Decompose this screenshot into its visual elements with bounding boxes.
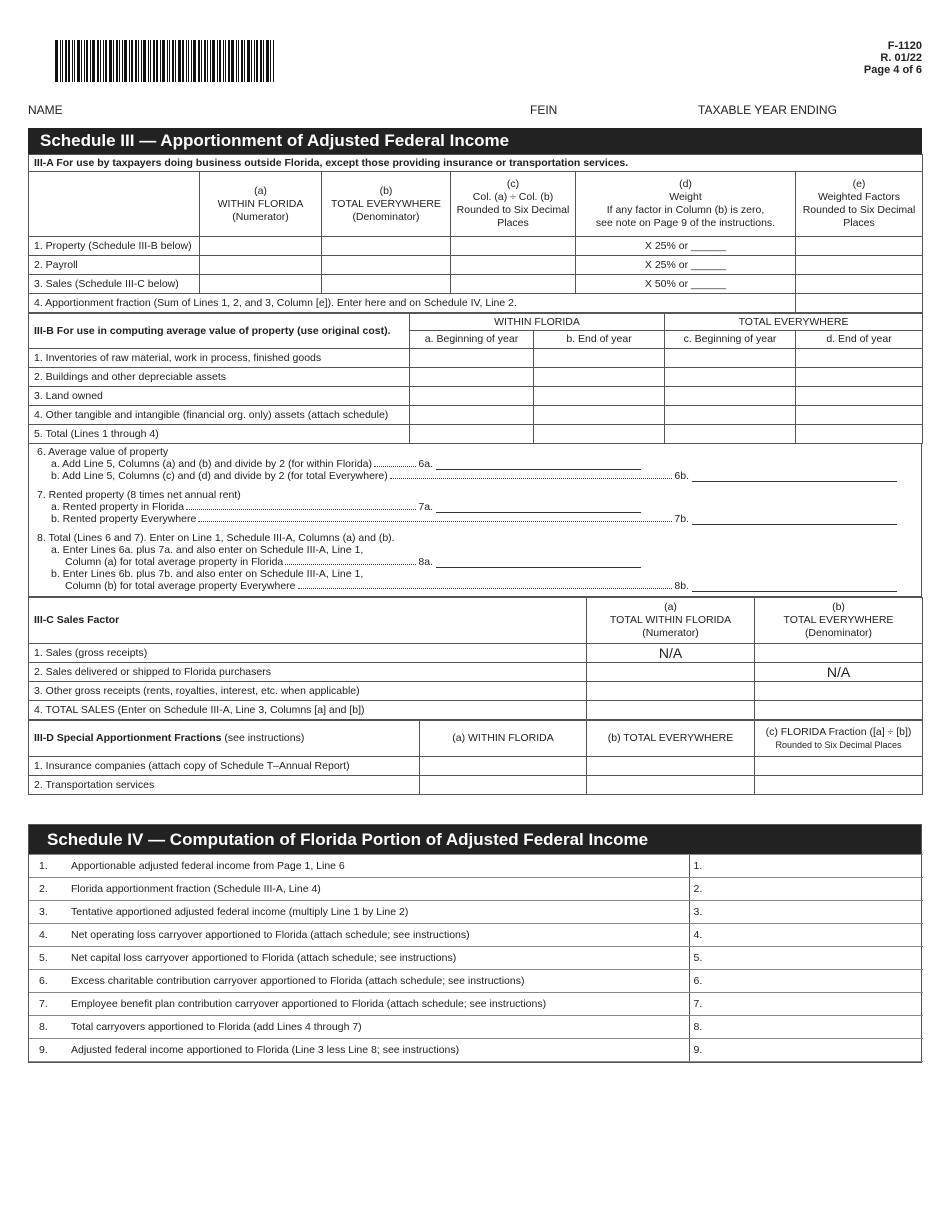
input-cell[interactable] — [410, 387, 534, 406]
schedule-3c-table — [28, 597, 923, 720]
form-number: F-1120 — [887, 40, 922, 52]
table-row: 9. Adjusted federal income apportioned to Florida (Line 3 less Line 8; see instructions) 9. — [29, 1039, 923, 1062]
table-row: 2. Payroll X 25% or ______ — [29, 256, 923, 275]
input-cell[interactable] — [665, 368, 796, 387]
input-cell[interactable] — [534, 387, 665, 406]
input-cell[interactable] — [420, 757, 587, 776]
input-cell[interactable] — [755, 757, 923, 776]
input-cell[interactable] — [420, 776, 587, 795]
average-property-block: 6. Average value of property a. Add Line 5, Columns (a) and (b) and divide by 2 (for within Florida) 6a. b. Add Line 5, Columns (c) and (d) and divide by 2 (for total Everywhere) 6b. 7. Rented property (8 times net annual rent) a. Rented property in Florida 7a. b. Rented property Everywhere 7b. 8. Total (Lines 6 and 7). Enter on Line 1, Schedule III-A, Columns (a) and (b). a. Enter Lines 6a. plus 7a. and also enter on Schedule III-A, Line 1, Column (a) for total average property in Florida 8a. b. Enter Lines 6b. plus 7b. and also enter on Schedule III-A, Line 1, Column (b) for total average property Everywhere 8b. — [28, 444, 922, 597]
col-e-header: (e) Weighted Factors Rounded to Six Decimal Places — [796, 172, 923, 237]
input-cell[interactable] — [534, 406, 665, 425]
input-cell[interactable] — [796, 425, 923, 444]
form-identifier — [864, 40, 922, 76]
table-row: 2. Sales delivered or shipped to Florida purchasers N/A — [29, 663, 923, 682]
schedule-3a-heading: III-A For use by taxpayers doing business outside Florida, except those providing insurance or transportation services. — [29, 155, 923, 172]
schedule-4-line-7-input[interactable]: 7. — [689, 993, 923, 1016]
line-8a-input[interactable] — [436, 558, 641, 568]
col-d-header: (d) Weight If any factor in Column (b) is zero, see note on Page 9 of the instructions. — [576, 172, 796, 237]
table-row: 1. Apportionable adjusted federal income from Page 1, Line 6 1. — [29, 855, 923, 878]
table-row: 5. Net capital loss carryover apportioned to Florida (attach schedule; see instructions) 5. — [29, 947, 923, 970]
input-cell[interactable] — [796, 387, 923, 406]
schedule-4-line-5-input[interactable]: 5. — [689, 947, 923, 970]
input-cell[interactable] — [665, 387, 796, 406]
input-cell[interactable] — [796, 256, 923, 275]
input-cell[interactable] — [200, 237, 322, 256]
input-cell[interactable] — [587, 701, 755, 720]
input-cell[interactable] — [665, 349, 796, 368]
input-cell[interactable] — [796, 294, 923, 313]
input-cell[interactable] — [534, 368, 665, 387]
table-row: 8. Total carryovers apportioned to Florida (add Lines 4 through 7) 8. — [29, 1016, 923, 1039]
page-number: Page 4 of 6 — [863, 64, 922, 76]
schedule-4 — [28, 824, 922, 1063]
table-row: 3. Sales (Schedule III-C below) X 50% or ______ — [29, 275, 923, 294]
input-cell[interactable] — [755, 682, 923, 701]
schedule-4-line-2-input[interactable]: 2. — [689, 878, 923, 901]
input-cell[interactable] — [410, 349, 534, 368]
schedule-3b-heading: III-B For use in computing average value of property (use original cost). — [29, 314, 410, 349]
input-cell[interactable] — [200, 256, 322, 275]
schedule-3-title: Schedule III — Apportionment of Adjusted Federal Income — [28, 128, 922, 154]
input-cell[interactable] — [587, 663, 755, 682]
input-cell[interactable] — [322, 275, 451, 294]
table-row: 4. TOTAL SALES (Enter on Schedule III-A, Line 3, Columns [a] and [b]) — [29, 701, 923, 720]
table-row: 5. Total (Lines 1 through 4) — [29, 425, 923, 444]
input-cell[interactable] — [755, 776, 923, 795]
table-row: 2. Transportation services — [29, 776, 923, 795]
input-cell[interactable] — [200, 275, 322, 294]
schedule-3b-table: III-B For use in computing average value of property (use original cost). WITHIN FLORIDA TOTAL EVERYWHERE a. Beginning of year b. End of year c. Beginning of year d. End of year 1. Inventories of raw material, work in process, finished goods 2. Buildings and other depreciable assets 3. Land owned 4. Other tangible and intangible (financial org. only) assets (attach schedule) 5. Total (Lines 1 through 4) — [28, 313, 923, 444]
input-cell[interactable] — [451, 256, 576, 275]
line-7b-input[interactable] — [692, 515, 897, 525]
input-cell[interactable] — [322, 256, 451, 275]
input-cell[interactable] — [534, 425, 665, 444]
table-row: 2. Buildings and other depreciable assets — [29, 368, 923, 387]
barcode-icon — [55, 40, 280, 82]
within-florida-header: WITHIN FLORIDA — [410, 314, 665, 331]
line-7a-input[interactable] — [436, 503, 641, 513]
schedule-3 — [28, 128, 922, 795]
fein-field-label[interactable]: FEIN — [530, 103, 558, 117]
input-cell[interactable] — [587, 776, 755, 795]
input-cell[interactable] — [796, 237, 923, 256]
schedule-4-line-3-input[interactable]: 3. — [689, 901, 923, 924]
form-revision: R. 01/22 — [880, 52, 922, 64]
schedule-4-line-8-input[interactable]: 8. — [689, 1016, 923, 1039]
table-row: 6. Excess charitable contribution carryover apportioned to Florida (attach schedule; see instructions) 6. — [29, 970, 923, 993]
line-6b-input[interactable] — [692, 472, 897, 482]
schedule-4-line-4-input[interactable]: 4. — [689, 924, 923, 947]
table-row: 7. Employee benefit plan contribution carryover apportioned to Florida (attach schedule; see instructions) 7. — [29, 993, 923, 1016]
col-b-header: (b) TOTAL EVERYWHERE (Denominator) — [755, 598, 923, 644]
col-a-header: (a) WITHIN FLORIDA (Numerator) — [200, 172, 322, 237]
input-cell[interactable] — [665, 406, 796, 425]
schedule-4-line-1-input[interactable]: 1. — [689, 855, 923, 878]
input-cell[interactable] — [451, 237, 576, 256]
table-row: 1. Insurance companies (attach copy of Schedule T–Annual Report) — [29, 757, 923, 776]
table-row: 2. Florida apportionment fraction (Schedule III-A, Line 4) 2. — [29, 878, 923, 901]
schedule-3a-table — [28, 154, 923, 313]
input-cell[interactable] — [587, 757, 755, 776]
input-cell[interactable] — [587, 682, 755, 701]
name-field-label[interactable]: NAME — [28, 103, 63, 117]
na-cell: N/A — [755, 663, 923, 682]
input-cell[interactable] — [665, 425, 796, 444]
schedule-4-line-9-input[interactable]: 9. — [689, 1039, 923, 1062]
taxable-year-field-label[interactable]: TAXABLE YEAR ENDING — [698, 103, 837, 117]
table-row: 4. Other tangible and intangible (financial org. only) assets (attach schedule) — [29, 406, 923, 425]
schedule-4-table — [29, 854, 923, 1062]
table-row: 3. Land owned — [29, 387, 923, 406]
table-row: 3. Tentative apportioned adjusted federal income (multiply Line 1 by Line 2) 3. — [29, 901, 923, 924]
schedule-4-title: Schedule IV — Computation of Florida Portion of Adjusted Federal Income — [29, 825, 921, 854]
table-row: 1. Sales (gross receipts) N/A — [29, 644, 923, 663]
schedule-4-line-6-input[interactable]: 6. — [689, 970, 923, 993]
table-row: 4. Apportionment fraction (Sum of Lines 1, 2, and 3, Column [e]). Enter here and on Schedule IV, Line 2. — [29, 294, 923, 313]
input-cell[interactable] — [755, 701, 923, 720]
total-everywhere-header: TOTAL EVERYWHERE — [665, 314, 923, 331]
line-6a-input[interactable] — [436, 460, 641, 470]
input-cell[interactable] — [755, 644, 923, 663]
input-cell[interactable] — [796, 349, 923, 368]
input-cell[interactable] — [410, 406, 534, 425]
col-c-header: (c) Col. (a) ÷ Col. (b) Rounded to Six Decimal Places — [451, 172, 576, 237]
input-cell[interactable] — [796, 406, 923, 425]
input-cell[interactable] — [534, 349, 665, 368]
col-a-header: (a) TOTAL WITHIN FLORIDA (Numerator) — [587, 598, 755, 644]
input-cell[interactable] — [451, 275, 576, 294]
schedule-3d-table: III-D Special Apportionment Fractions (see instructions) (a) WITHIN FLORIDA (b) TOTAL EVERYWHERE (c) FLORIDA Fraction ([a] ÷ [b]) Rounded to Six Decimal Places 1. Insurance companies (attach copy of Schedule T–Annual Report) 2. Transportation services — [28, 720, 923, 795]
input-cell[interactable] — [410, 368, 534, 387]
input-cell[interactable] — [410, 425, 534, 444]
table-row: 1. Inventories of raw material, work in process, finished goods — [29, 349, 923, 368]
table-row: 1. Property (Schedule III-B below) X 25% or ______ — [29, 237, 923, 256]
line-8b-input[interactable] — [692, 582, 897, 592]
input-cell[interactable] — [796, 368, 923, 387]
na-cell: N/A — [587, 644, 755, 663]
table-row: 3. Other gross receipts (rents, royalties, interest, etc. when applicable) — [29, 682, 923, 701]
table-row: 4. Net operating loss carryover apportioned to Florida (attach schedule; see instructions) 4. — [29, 924, 923, 947]
col-b-header: (b) TOTAL EVERYWHERE (Denominator) — [322, 172, 451, 237]
schedule-3c-heading: III-C Sales Factor — [29, 598, 587, 644]
input-cell[interactable] — [322, 237, 451, 256]
schedule-3d-heading: III-D Special Apportionment Fractions (see instructions) — [29, 721, 420, 757]
input-cell[interactable] — [796, 275, 923, 294]
